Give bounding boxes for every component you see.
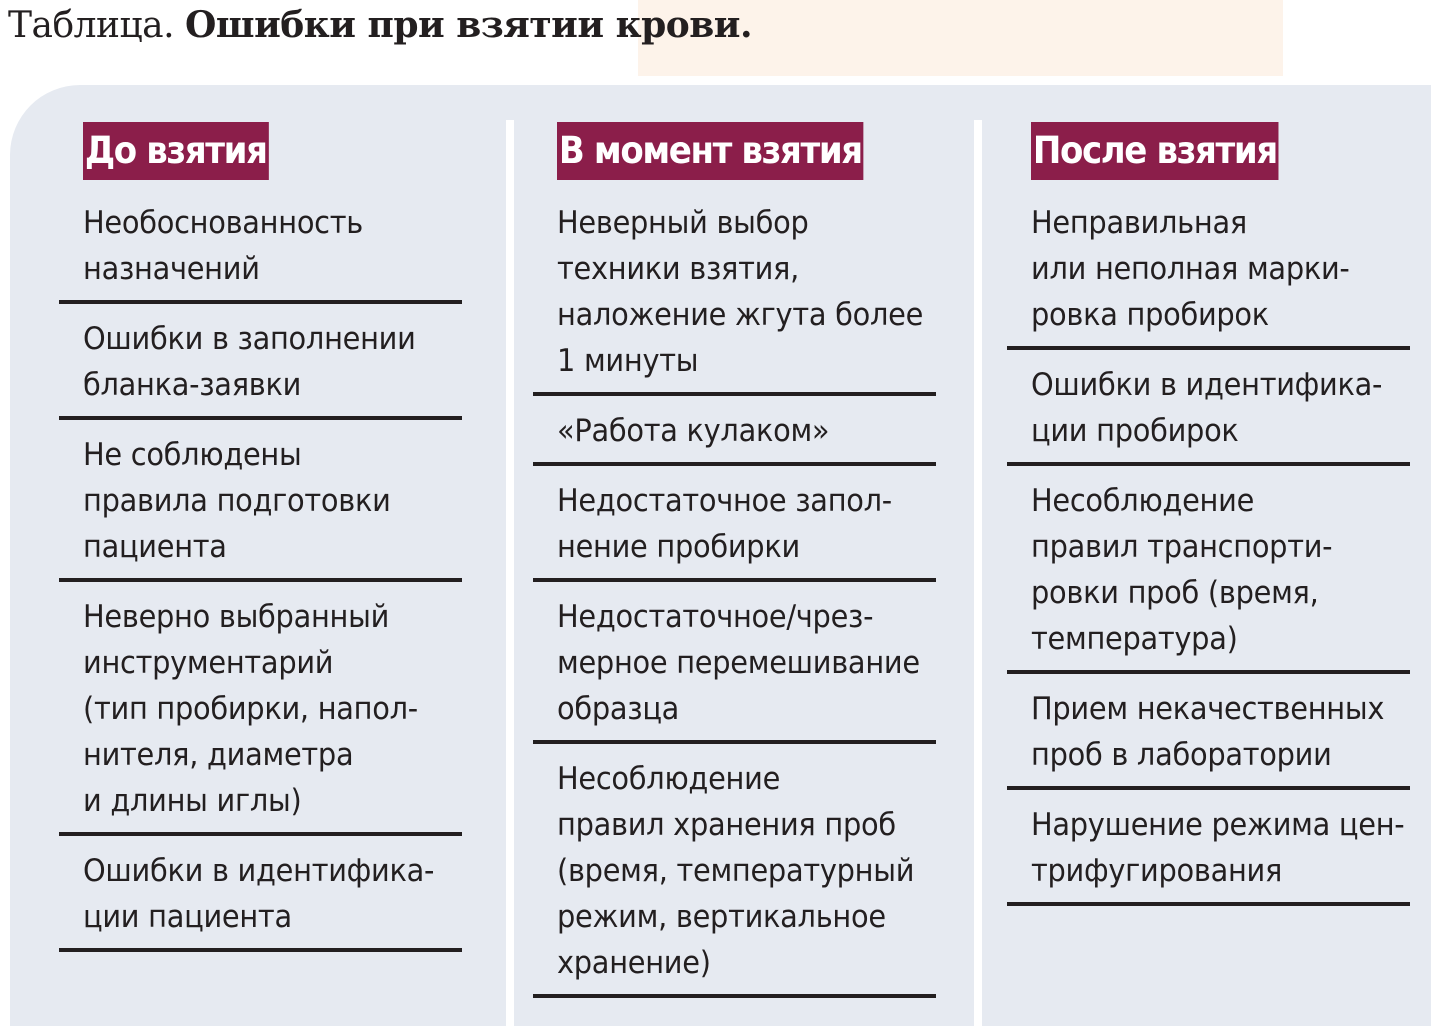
- list-item: [1007, 362, 1410, 466]
- column-divider-1: [506, 120, 514, 1026]
- column-header-after: После взятия: [1031, 122, 1279, 180]
- item-text: Несоблюдение правил хранения проб (время, температурный режим, вертикальное хранение): [557, 761, 915, 981]
- item-text: Неверный выбор техники взятия, наложение жгута более 1 минуты: [557, 205, 924, 379]
- table-title: [8, 4, 752, 46]
- list-item: [1007, 686, 1410, 790]
- list-item: [533, 478, 936, 582]
- list-item: [533, 200, 936, 396]
- column-divider-2: [974, 120, 982, 1026]
- item-text: Несоблюдение правил транспорти- ровки проб (время, температура): [1031, 483, 1333, 657]
- title-prefix: Таблица.: [8, 5, 186, 46]
- item-text: Ошибки в заполнении бланка-заявки: [83, 321, 416, 403]
- list-item: [59, 432, 462, 582]
- list-item: [59, 594, 462, 836]
- list-item: [1007, 200, 1410, 350]
- list-item: [59, 316, 462, 420]
- column-before: [59, 122, 462, 964]
- list-item: [59, 200, 462, 304]
- list-item: [533, 756, 936, 998]
- item-text: Ошибки в идентифика- ции пробирок: [1031, 367, 1383, 449]
- column-during: [533, 122, 936, 1010]
- column-after: [1007, 122, 1410, 918]
- item-text: Неверно выбранный инструментарий (тип пробирки, напол- нителя, диаметра и длины иглы): [83, 599, 418, 819]
- item-text: Прием некачественных проб в лаборатории: [1031, 691, 1385, 773]
- title-main: Ошибки при взятии крови.: [185, 4, 753, 46]
- column-list-during: [533, 200, 936, 998]
- list-item: [533, 594, 936, 744]
- list-item: [1007, 802, 1410, 906]
- item-text: Необоснованность назначений: [83, 205, 363, 287]
- item-text: Не соблюдены правила подготовки пациента: [83, 437, 391, 565]
- column-header-during: В момент взятия: [557, 122, 864, 180]
- list-item: [533, 408, 936, 466]
- item-text: Неправильная или неполная марки- ровка пробирок: [1031, 205, 1350, 333]
- list-item: [59, 848, 462, 952]
- column-header-before: До взятия: [83, 122, 268, 180]
- item-text: Недостаточное запол- нение пробирки: [557, 483, 892, 565]
- item-text: Ошибки в идентифика- ции пациента: [83, 853, 435, 935]
- item-text: «Работа кулаком»: [557, 413, 830, 449]
- list-item: [1007, 478, 1410, 674]
- item-text: Нарушение режима цен- трифугирования: [1031, 807, 1405, 889]
- column-list-before: [59, 200, 462, 952]
- column-list-after: [1007, 200, 1410, 906]
- item-text: Недостаточное/чрез- мерное перемешивание образца: [557, 599, 920, 727]
